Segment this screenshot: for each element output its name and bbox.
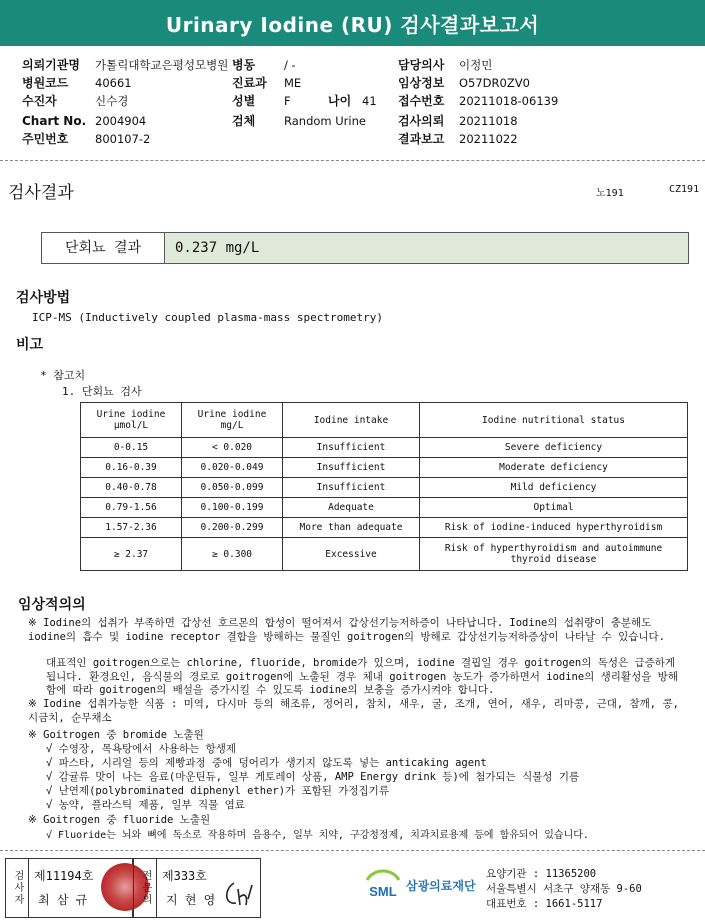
sex-value: F bbox=[284, 94, 291, 108]
hospital-value: 가톨릭대학교은평성모병원 bbox=[95, 58, 229, 72]
cell-status: Moderate deficiency bbox=[420, 458, 688, 478]
examiner-license: 제11194호 bbox=[34, 869, 94, 883]
org-address: 서울특별시 서초구 양재동 9-60 bbox=[486, 883, 642, 895]
request-value: 20211018 bbox=[459, 114, 518, 128]
cell-mgl: < 0.020 bbox=[182, 438, 283, 458]
clinical-info-label: 임상정보 bbox=[398, 76, 445, 90]
org-phone: 대표번호 : 1661-5117 bbox=[486, 898, 603, 910]
receipt-label: 접수번호 bbox=[398, 94, 445, 108]
bromide-item: √ 파스타, 시리얼 등의 제빵과정 중에 덩어리가 생기지 않도록 넣는 anticaking agent bbox=[46, 757, 487, 769]
ward-label: 병동 bbox=[232, 58, 256, 72]
cell-intake: Adequate bbox=[283, 498, 420, 518]
report-date-value: 20211022 bbox=[459, 132, 518, 146]
patient-info bbox=[22, 56, 692, 148]
result-section-title: 검사결과 bbox=[8, 183, 74, 203]
table-header-row bbox=[81, 403, 688, 438]
bromide-item: √ 농약, 플라스틱 제품, 일부 직물 염료 bbox=[46, 799, 245, 811]
receipt-value: 20211018-06139 bbox=[459, 94, 559, 108]
patient-label: 수진자 bbox=[22, 94, 57, 108]
footer-divider bbox=[0, 850, 705, 851]
cell-mgl: 0.050-0.099 bbox=[182, 478, 283, 498]
bromide-item: √ 수영장, 목욕탕에서 사용하는 항생제 bbox=[46, 743, 237, 755]
col-intake: Iodine intake bbox=[283, 403, 420, 438]
cell-umol: 0.79-1.56 bbox=[81, 498, 182, 518]
cell-intake: Excessive bbox=[283, 538, 420, 571]
specimen-label: 검체 bbox=[232, 114, 256, 128]
cell-mgl: ≥ 0.300 bbox=[182, 538, 283, 571]
cell-umol: 0-0.15 bbox=[81, 438, 182, 458]
table-row bbox=[81, 518, 688, 538]
sex-label: 성별 bbox=[232, 94, 256, 108]
examiner-signature-box bbox=[5, 858, 133, 918]
result-box bbox=[41, 232, 689, 264]
divider bbox=[0, 160, 705, 161]
cell-intake: More than adequate bbox=[283, 518, 420, 538]
ref-title: * 참고치 bbox=[40, 369, 86, 382]
cell-umol: 0.16-0.39 bbox=[81, 458, 182, 478]
report-title: Urinary Iodine (RU) 검사결과보고서 bbox=[165, 13, 540, 37]
cell-status: Severe deficiency bbox=[420, 438, 688, 458]
specialist-label: 전문의 bbox=[134, 859, 157, 917]
age-label: 나이 bbox=[328, 94, 352, 108]
col-status: Iodine nutritional status bbox=[420, 403, 688, 438]
col-mgl-text: Urine iodine mg/L bbox=[197, 409, 267, 431]
chart-value: 2004904 bbox=[95, 114, 147, 128]
clinical-paragraph-3: ※ Iodine 섭취가능한 식품 : 미역, 다시마 등의 해조류, 정어리, 참치, 새우, 굴, 조개, 연어, 새우, 리마콩, 근대, 참깨, 콩, 시금치, 순무채소 bbox=[28, 698, 679, 724]
table-row bbox=[81, 538, 688, 571]
dept-label: 진료과 bbox=[232, 76, 267, 90]
result-label: 단회뇨 결과 bbox=[42, 233, 165, 263]
method-title: 검사방법 bbox=[16, 290, 71, 306]
table-row bbox=[81, 458, 688, 478]
cell-mgl: 0.100-0.199 bbox=[182, 498, 283, 518]
resident-value: 800107-2 bbox=[95, 132, 151, 146]
report-date-label: 결과보고 bbox=[398, 132, 445, 146]
result-code-1: 노191 bbox=[596, 188, 624, 199]
ref-subtitle: 1. 단회뇨 검사 bbox=[62, 385, 142, 398]
logo-text: 삼광의료재단 bbox=[406, 879, 476, 893]
cell-intake: Insufficient bbox=[283, 478, 420, 498]
code-label: 병원코드 bbox=[22, 76, 69, 90]
doctor-value: 이정민 bbox=[459, 58, 493, 72]
cell-umol: ≥ 2.37 bbox=[81, 538, 182, 571]
remarks-title: 비고 bbox=[16, 337, 44, 353]
specialist-signature-box bbox=[133, 858, 261, 918]
signature-icon bbox=[222, 879, 254, 909]
org-code: 요양기관 : 11365200 bbox=[486, 868, 597, 880]
cell-status: Risk of hyperthyroidism and autoimmune thyroid disease bbox=[420, 538, 688, 571]
chart-label: Chart No. bbox=[22, 114, 87, 128]
clinical-title: 임상적의의 bbox=[18, 597, 86, 613]
examiner-name: 최 삼 규 bbox=[38, 893, 88, 907]
cell-intake: Insufficient bbox=[283, 458, 420, 478]
cell-status: Mild deficiency bbox=[420, 478, 688, 498]
dept-value: ME bbox=[284, 76, 302, 90]
bromide-title: ※ Goitrogen 중 bromide 노출원 bbox=[28, 729, 204, 741]
svg-text:SML: SML bbox=[369, 884, 397, 899]
result-value: 0.237 mg/L bbox=[175, 240, 260, 256]
age-value: 41 bbox=[362, 94, 377, 108]
patient-value: 신수경 bbox=[95, 94, 129, 108]
bromide-item: √ 감귤류 맛이 나는 음료(마운틴듀, 일부 게토레이 상품, AMP Energy drink 등)에 첨가되는 식물성 기름 bbox=[46, 771, 580, 783]
result-code-2: CZ191 bbox=[669, 184, 700, 195]
specialist-name: 지 현 영 bbox=[166, 893, 216, 907]
request-label: 검사의뢰 bbox=[398, 114, 445, 128]
specialist-license: 제333호 bbox=[162, 869, 207, 883]
specimen-value: Random Urine bbox=[284, 114, 366, 128]
cell-umol: 0.40-0.78 bbox=[81, 478, 182, 498]
doctor-label: 담당의사 bbox=[398, 58, 445, 72]
fluoride-title: ※ Goitrogen 중 fluoride 노출원 bbox=[28, 814, 211, 826]
reference-table bbox=[80, 402, 688, 571]
cell-intake: Insufficient bbox=[283, 438, 420, 458]
resident-label: 주민번호 bbox=[22, 132, 69, 146]
table-row bbox=[81, 438, 688, 458]
hospital-label: 의뢰기관명 bbox=[22, 58, 80, 72]
clinical-info-value: O57DR0ZV0 bbox=[459, 76, 530, 90]
col-umol bbox=[81, 403, 182, 438]
ward-value: / - bbox=[284, 58, 296, 72]
col-mgl bbox=[182, 403, 283, 438]
col-umol-text: Urine iodine μmol/L bbox=[96, 409, 166, 431]
cell-umol: 1.57-2.36 bbox=[81, 518, 182, 538]
clinical-paragraph-2: 대표적인 goitrogen으로는 chlorine, fluoride, bromide가 있으며, iodine 결핍일 경우 goitrogen의 독성은 급증하게 됩니다. 환경요인, 음식물의 경로로 goitrogen에 노출된 경우 체내 goitrogen 농도가 증가하면서 iodine의 생리활성을 방해함에 따라 goitrogen의 배설을 증가시킬 수 있도록 iodine의 보충을 증가시켜야 합니다. bbox=[46, 657, 678, 696]
report-header bbox=[0, 0, 705, 46]
sml-logo-icon bbox=[364, 866, 402, 902]
cell-mgl: 0.200-0.299 bbox=[182, 518, 283, 538]
table-row bbox=[81, 498, 688, 518]
table-row bbox=[81, 478, 688, 498]
code-value: 40661 bbox=[95, 76, 132, 90]
cell-mgl: 0.020-0.049 bbox=[182, 458, 283, 478]
cell-status: Optimal bbox=[420, 498, 688, 518]
method-text: ICP-MS (Inductively coupled plasma-mass spectrometry) bbox=[32, 311, 383, 324]
cell-status: Risk of iodine-induced hyperthyroidism bbox=[420, 518, 688, 538]
fluoride-item: √ Fluoride는 뇌와 뼈에 독소로 작용하며 음용수, 일부 치약, 구강청정제, 치과치료용제 등에 함유되어 있습니다. bbox=[46, 830, 589, 841]
bromide-item: √ 난연제(polybrominated diphenyl ether)가 포함된 가정집기류 bbox=[46, 785, 389, 797]
clinical-paragraph-1: ※ Iodine의 섭취가 부족하면 갑상선 호르몬의 합성이 떨어져서 갑상선기능저하증이 나타납니다. Iodine의 섭취량이 충분해도 iodine의 흡수 및 iodine receptor 결합을 방해하는 물질인 goitrogen의 방해로 갑상선기능저하증상이 나타날 수 있습니다. bbox=[28, 617, 665, 643]
examiner-label: 검사자 bbox=[6, 859, 29, 917]
